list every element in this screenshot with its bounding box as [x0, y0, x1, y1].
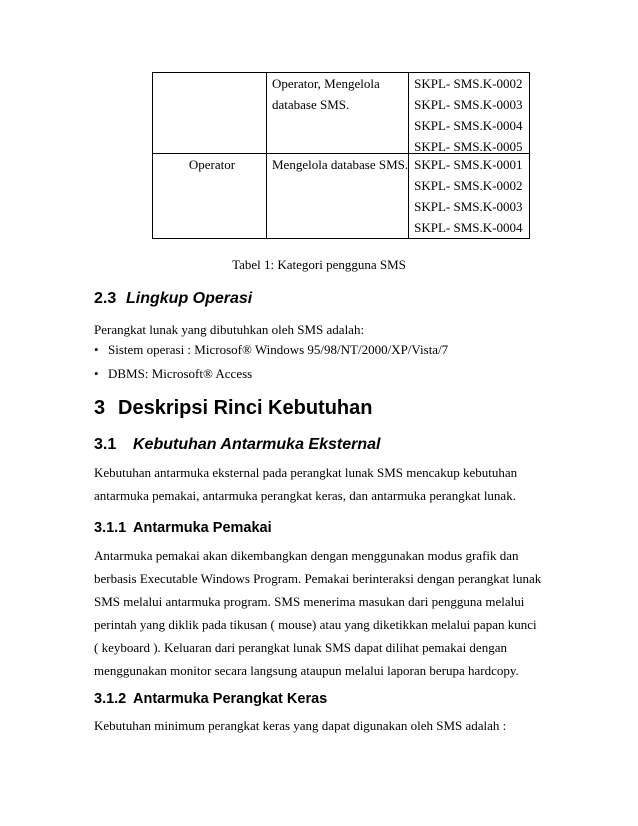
code-line: SKPL- SMS.K-0005 — [414, 139, 523, 153]
activity-line: Mengelola database SMS. — [272, 157, 409, 172]
code-line: SKPL- SMS.K-0004 — [414, 118, 523, 133]
heading-3-1-1: 3.1.1 Antarmuka Pemakai — [94, 520, 272, 536]
paragraph — [94, 544, 541, 682]
table-row — [153, 154, 530, 239]
code-line: SKPL- SMS.K-0004 — [414, 220, 523, 235]
codes-cell — [409, 154, 530, 239]
user-category-table — [152, 72, 530, 239]
paragraph-line: Antarmuka pemakai akan dikembangkan dengan menggunakan modus grafik dan — [94, 548, 519, 563]
code-line: SKPL- SMS.K-0001 — [414, 157, 523, 172]
paragraph-line: berbasis Executable Windows Program. Pemakai berinteraksi dengan perangkat lunak — [94, 571, 542, 586]
paragraph-line: Kebutuhan antarmuka eksternal pada perangkat lunak SMS mencakup kebutuhan — [94, 465, 518, 480]
role-cell — [153, 73, 267, 154]
heading-2-3: 2.3 Lingkup Operasi — [94, 290, 253, 307]
list-item: • Sistem operasi : Microsof® Windows 95/98/NT/2000/XP/Vista/7 — [94, 342, 449, 357]
code-line: SKPL- SMS.K-0003 — [414, 97, 523, 112]
paragraph-line: perintah yang diklik pada tikusan ( mouse) atau yang diketikkan melalui papan kunci — [94, 617, 537, 632]
table-caption: Tabel 1: Kategori pengguna SMS — [232, 257, 406, 272]
table-row — [153, 73, 530, 154]
paragraph: Perangkat lunak yang dibutuhkan oleh SMS adalah: — [94, 322, 365, 337]
code-line: SKPL- SMS.K-0002 — [414, 76, 523, 91]
paragraph-line: SMS melalui antarmuka program. SMS menerima masukan dari pengguna melalui — [94, 594, 525, 609]
role-cell: Operator — [153, 154, 267, 239]
paragraph-line: menggunakan monitor secara langsung ataupun melalui laporan berupa hardcopy. — [94, 663, 519, 678]
paragraph-line: ( keyboard ). Keluaran dari perangkat lunak SMS dapat dilihat pemakai dengan — [94, 640, 507, 655]
bullet-icon: • — [94, 342, 99, 357]
paragraph — [94, 461, 517, 507]
activity-cell — [267, 154, 409, 239]
heading-3-1-2: 3.1.2 Antarmuka Perangkat Keras — [94, 691, 328, 707]
paragraph-line: antarmuka pemakai, antarmuka perangkat keras, dan antarmuka perangkat lunak. — [94, 488, 516, 503]
list-item: • DBMS: Microsoft® Access — [94, 366, 253, 381]
bullet-icon: • — [94, 366, 99, 381]
activity-line: database SMS. — [272, 97, 350, 112]
paragraph — [94, 714, 506, 737]
code-line: SKPL- SMS.K-0002 — [414, 178, 523, 193]
activity-cell — [267, 73, 409, 154]
paragraph-line: Kebutuhan minimum perangkat keras yang dapat digunakan oleh SMS adalah : — [94, 718, 507, 733]
codes-cell — [409, 73, 530, 154]
activity-line: Operator, Mengelola — [272, 76, 380, 91]
heading-3: 3 Deskripsi Rinci Kebutuhan — [94, 397, 373, 419]
heading-3-1: 3.1 Kebutuhan Antarmuka Eksternal — [94, 436, 381, 453]
code-line: SKPL- SMS.K-0003 — [414, 199, 523, 214]
